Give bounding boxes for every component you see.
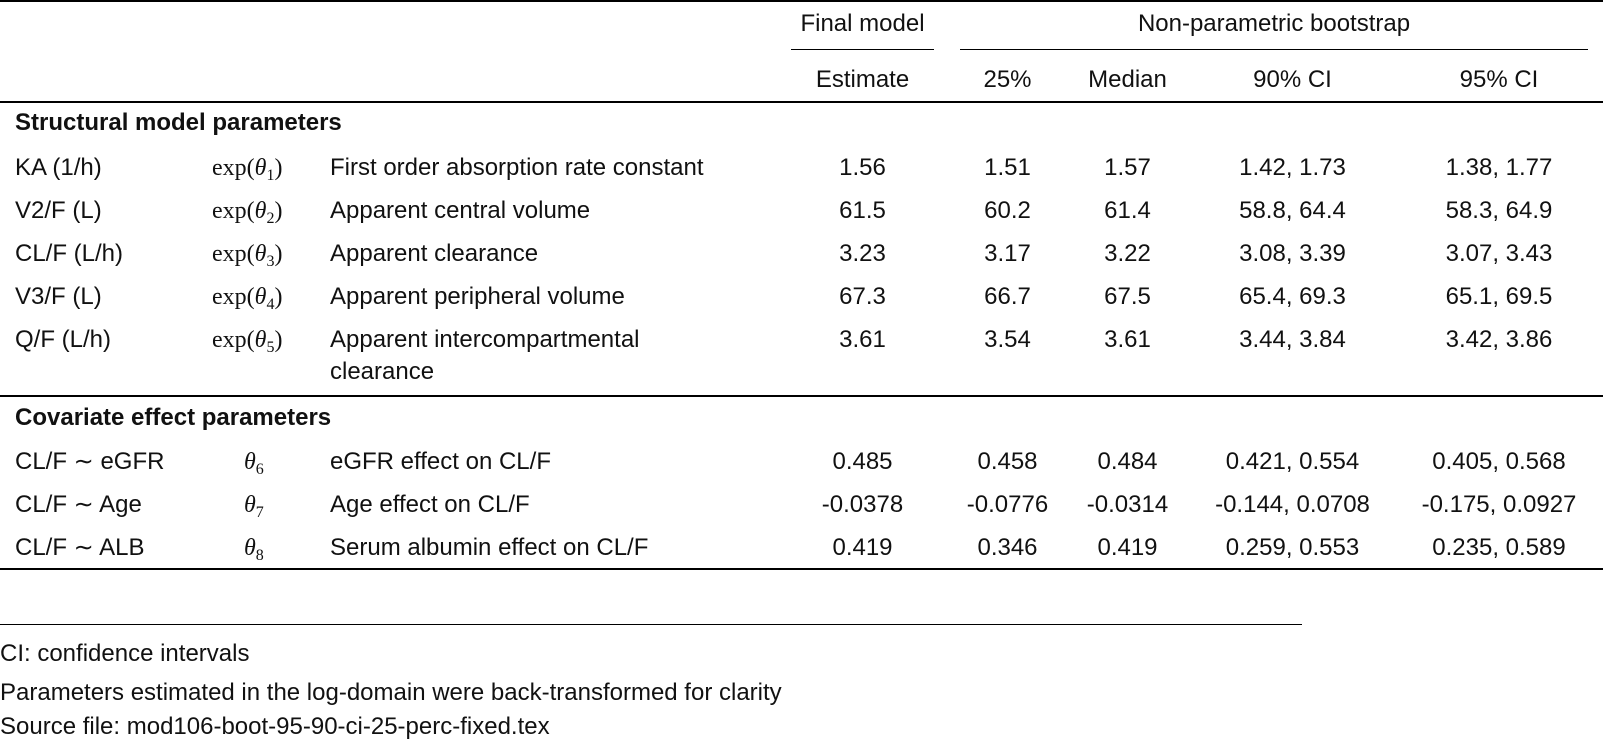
param-estimate: 3.23 <box>839 240 886 267</box>
header-25pct: 25% <box>983 66 1032 93</box>
param-ci90: 3.08, 3.39 <box>1239 240 1346 267</box>
param-theta: $\theta_6$ <box>244 449 264 478</box>
param-name: V3/F (L) <box>15 283 102 310</box>
param-theta: $\exp(\theta_3)$ <box>212 241 283 270</box>
param-p25: 0.458 <box>977 448 1038 475</box>
param-ci90: 0.259, 0.553 <box>1225 534 1360 561</box>
param-estimate: 0.419 <box>832 534 893 561</box>
param-median: 3.61 <box>1104 326 1151 353</box>
footnote-ci: CI: confidence intervals <box>0 640 250 667</box>
param-ci95: 65.1, 69.5 <box>1445 283 1553 310</box>
bottom-rule <box>0 568 1603 570</box>
param-name: V2/F (L) <box>15 197 102 224</box>
param-description: eGFR effect on CL/F <box>330 448 551 475</box>
param-ci95: 58.3, 64.9 <box>1445 197 1553 224</box>
param-name: CL/F ∼ Age <box>15 491 142 518</box>
param-ci90: 3.44, 3.84 <box>1239 326 1346 353</box>
footnote-rule <box>0 624 1302 625</box>
param-p25: -0.0776 <box>966 491 1049 518</box>
param-ci90: 1.42, 1.73 <box>1239 154 1346 181</box>
footnote-log-domain: Parameters estimated in the log-domain were back-transformed for clarity <box>0 679 782 706</box>
param-description: Serum albumin effect on CL/F <box>330 534 649 561</box>
footnote-source-file: Source file: mod106-boot-95-90-ci-25-perc-fixed.tex <box>0 713 550 740</box>
param-estimate: 0.485 <box>832 448 893 475</box>
param-description: First order absorption rate constant <box>330 154 704 181</box>
param-ci95: 0.405, 0.568 <box>1432 448 1566 475</box>
header-median: Median <box>1088 66 1167 93</box>
param-ci90: 0.421, 0.554 <box>1225 448 1360 475</box>
param-name: CL/F (L/h) <box>15 240 124 267</box>
section-title-covariate: Covariate effect parameters <box>15 404 332 431</box>
param-ci90: 65.4, 69.3 <box>1239 283 1346 310</box>
param-ci95: -0.175, 0.0927 <box>1421 491 1577 518</box>
bootstrap-rule <box>960 49 1588 50</box>
param-p25: 3.17 <box>984 240 1031 267</box>
param-theta: $\exp(\theta_4)$ <box>212 284 283 313</box>
param-estimate: 1.56 <box>839 154 886 181</box>
param-name: CL/F ∼ eGFR <box>15 448 165 475</box>
param-description: Apparent clearance <box>330 240 539 267</box>
param-theta: $\exp(\theta_1)$ <box>212 155 283 184</box>
param-ci90: -0.144, 0.0708 <box>1215 491 1370 518</box>
param-estimate: 67.3 <box>839 283 886 310</box>
param-theta: $\theta_7$ <box>244 492 264 521</box>
header-group-final-model: Final model <box>800 10 925 37</box>
param-description: Apparent intercompartmental <box>330 326 640 353</box>
header-bottom-rule <box>0 101 1603 103</box>
section-divider-rule <box>0 395 1603 397</box>
param-name: Q/F (L/h) <box>15 326 112 353</box>
param-description: Age effect on CL/F <box>330 491 530 518</box>
param-p25: 66.7 <box>984 283 1031 310</box>
section-title-structural: Structural model parameters <box>15 109 342 136</box>
param-p25: 60.2 <box>984 197 1031 224</box>
param-median: 0.484 <box>1097 448 1158 475</box>
param-name: CL/F ∼ ALB <box>15 534 145 561</box>
param-estimate: 3.61 <box>839 326 886 353</box>
param-description: Apparent central volume <box>330 197 591 224</box>
param-ci95: 3.07, 3.43 <box>1445 240 1553 267</box>
param-estimate: -0.0378 <box>821 491 904 518</box>
param-estimate: 61.5 <box>839 197 886 224</box>
final-model-rule <box>791 49 934 50</box>
param-ci95: 3.42, 3.86 <box>1445 326 1553 353</box>
header-estimate: Estimate <box>815 66 910 93</box>
header-95ci: 95% CI <box>1459 66 1539 93</box>
param-median: 3.22 <box>1104 240 1151 267</box>
param-median: 0.419 <box>1097 534 1158 561</box>
param-name: KA (1/h) <box>15 154 102 181</box>
param-ci95: 1.38, 1.77 <box>1445 154 1553 181</box>
top-rule <box>0 0 1603 2</box>
param-median: 1.57 <box>1104 154 1151 181</box>
param-median: -0.0314 <box>1086 491 1169 518</box>
param-theta: $\exp(\theta_5)$ <box>212 327 283 356</box>
param-p25: 1.51 <box>984 154 1031 181</box>
param-theta: $\exp(\theta_2)$ <box>212 198 283 227</box>
header-90ci: 90% CI <box>1253 66 1332 93</box>
param-p25: 3.54 <box>984 326 1031 353</box>
param-description-cont: clearance <box>330 358 435 385</box>
param-ci95: 0.235, 0.589 <box>1432 534 1566 561</box>
header-group-bootstrap: Non-parametric bootstrap <box>1137 10 1411 37</box>
param-median: 61.4 <box>1104 197 1151 224</box>
param-median: 67.5 <box>1104 283 1151 310</box>
param-description: Apparent peripheral volume <box>330 283 625 310</box>
param-p25: 0.346 <box>977 534 1038 561</box>
param-ci90: 58.8, 64.4 <box>1239 197 1346 224</box>
param-theta: $\theta_8$ <box>244 535 264 564</box>
